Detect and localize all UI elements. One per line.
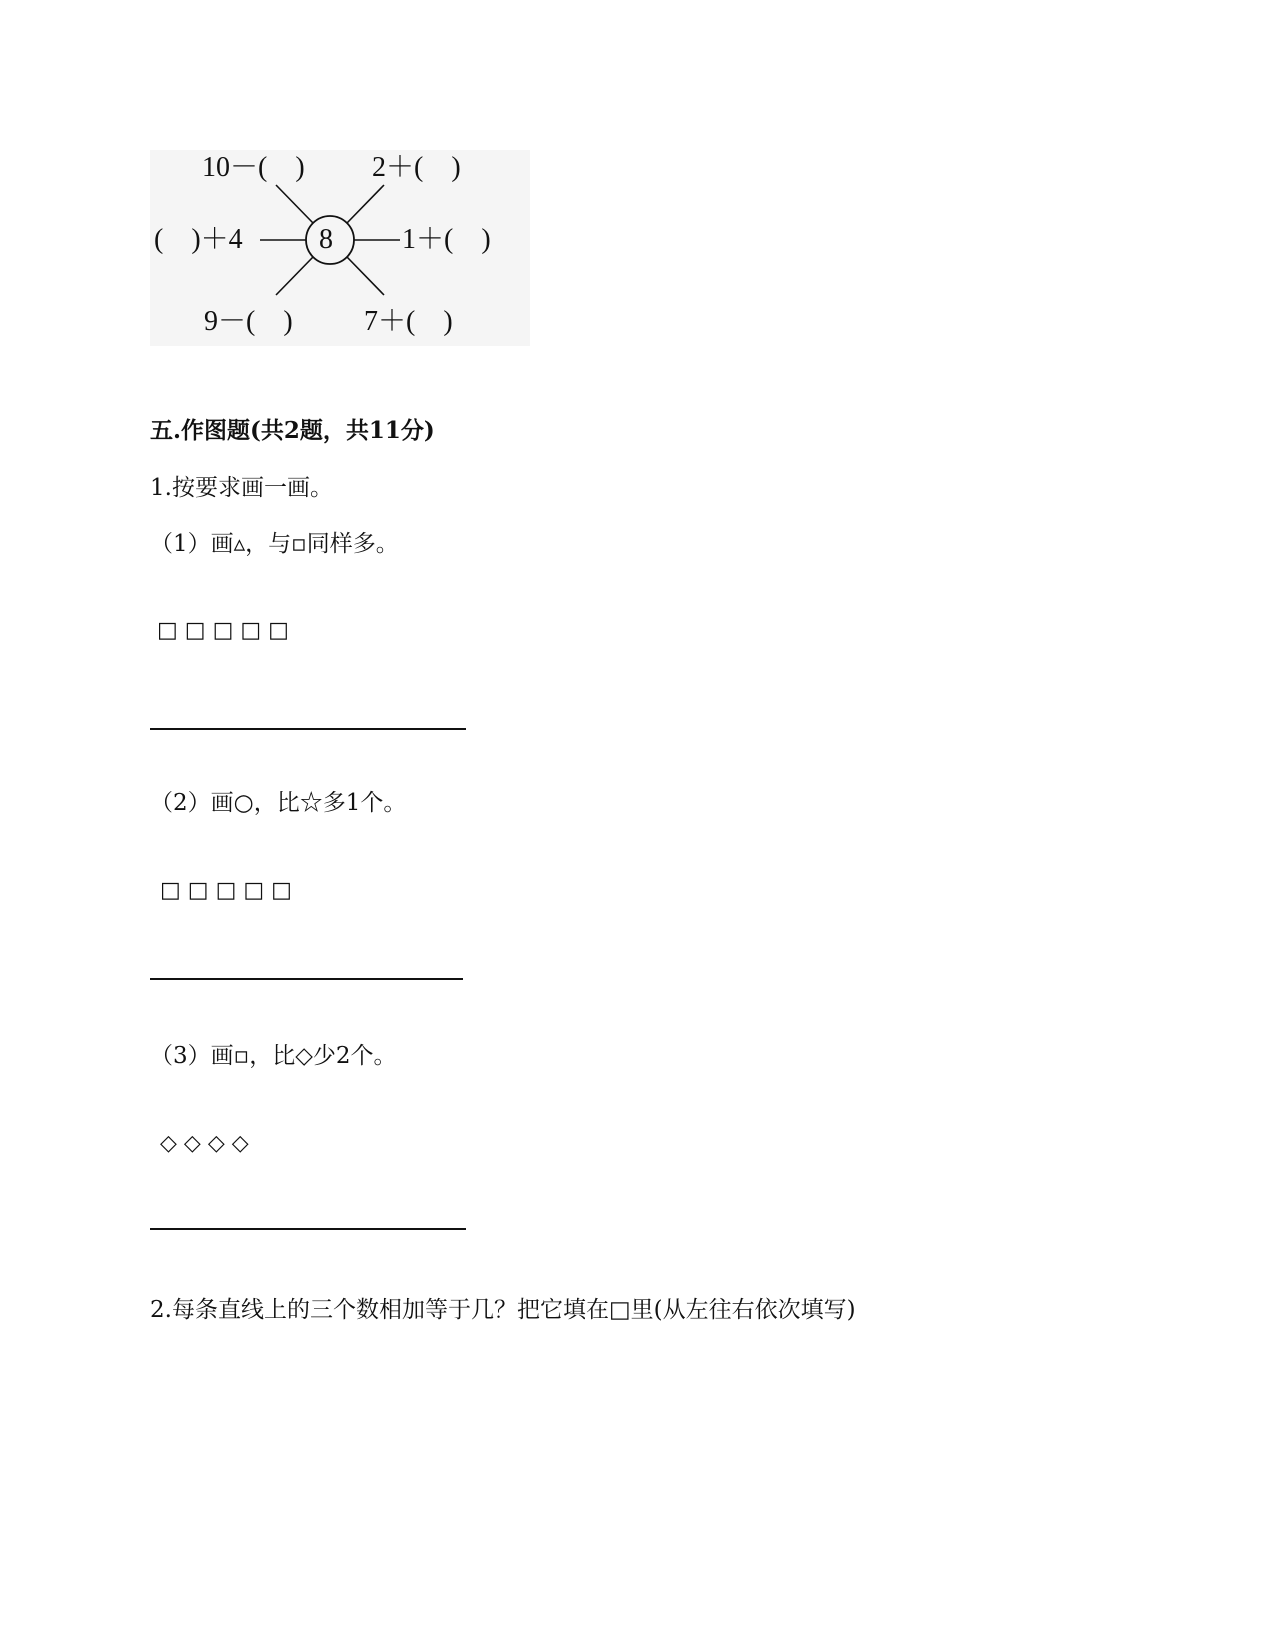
part-3-answer-line[interactable]	[150, 1228, 466, 1230]
section-title: 五.作图题(共2题，共11分)	[150, 417, 435, 444]
part-1-squares: □□□□□	[157, 618, 296, 643]
question-1-part-3-label: （3）画▫，比◇少2个。	[150, 1043, 397, 1069]
part-2-shapes: □□□□□	[160, 878, 299, 903]
expr-top-left: 10－( )	[202, 152, 305, 183]
expr-left: ( )＋4	[154, 224, 243, 255]
line-bottom-right	[347, 257, 384, 295]
star-equation-figure	[150, 150, 530, 346]
expr-top-right: 2＋( )	[372, 152, 461, 183]
question-1-part-1-label: （1）画▵，与▫同样多。	[150, 531, 399, 557]
expr-bottom-left: 9－( )	[204, 306, 293, 337]
center-number: 8	[319, 224, 333, 255]
line-top-right	[347, 185, 384, 223]
line-bottom-left	[276, 257, 313, 295]
part-2-answer-line[interactable]	[150, 978, 463, 980]
expr-right: 1＋( )	[402, 224, 491, 255]
question-1-part-2-label: （2）画○，比☆多1个。	[150, 790, 407, 816]
question-2-text: 2.每条直线上的三个数相加等于几？把它填在□里(从左往右依次填写)	[150, 1297, 856, 1323]
part-1-answer-line[interactable]	[150, 728, 466, 730]
line-top-left	[276, 185, 313, 223]
part-3-diamonds: ◇◇◇◇	[160, 1131, 256, 1156]
expr-bottom-right: 7＋( )	[364, 306, 453, 337]
question-1-text: 1.按要求画一画。	[150, 475, 333, 501]
